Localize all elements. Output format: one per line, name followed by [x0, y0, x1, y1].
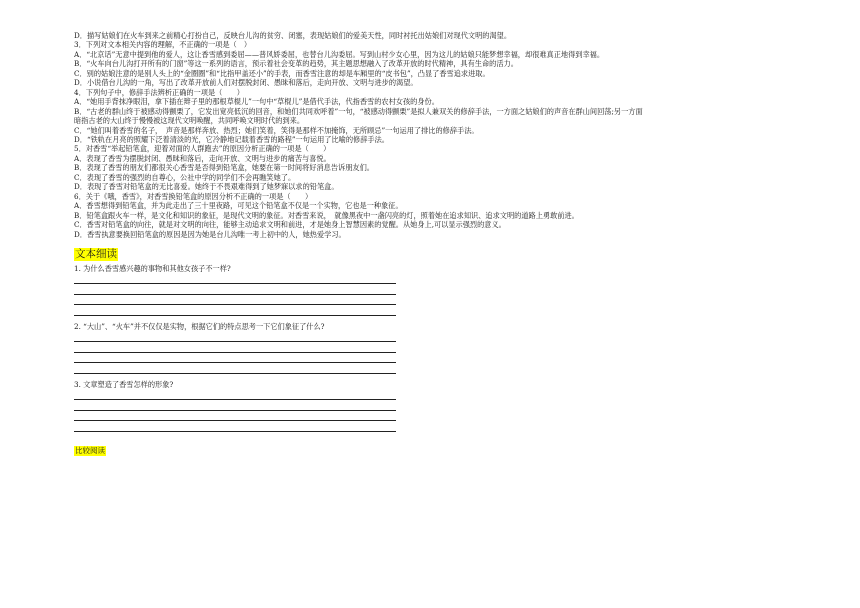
- answer-line[interactable]: [74, 399, 396, 400]
- answer-line[interactable]: [74, 373, 396, 374]
- text-line: A．香雪想得到铅笔盒，并为此走出了三十里夜路，可见这个铅笔盒不仅是一个实物，它也是一种象征。: [74, 201, 403, 211]
- text-line: D．香雪执意要换回铅笔盒的原因是因为她是台儿沟唯一考上初中的人，她热爱学习。: [74, 229, 346, 239]
- text-line: 4．下列句子中，修辞手法辨析正确的一项是（ ）: [74, 87, 244, 97]
- text-line: C．香雪对铅笔盒的向往，就是对文明的向往，能够主动追求文明和前进，才是她身上智慧因素的觉醒。从她身上,可以显示强烈的意义。: [74, 220, 506, 230]
- answer-line[interactable]: [74, 341, 396, 342]
- text-line: A．“北京话”无意中提到他的爱人，这让香雪感到委屈——普风娇委屈，也替台儿沟委屈。写到山村少女心里，因为这儿的姑娘只能梦想幸福，却很难真正地得到幸福。: [74, 49, 605, 59]
- answer-line[interactable]: [74, 362, 396, 363]
- answer-line[interactable]: [74, 431, 396, 432]
- text-line: B．铅笔盒跟火车一样，是文化和知识的象征，是现代文明的象征。对香雪来说， 就像黑夜中一盏闪亮的灯，照着她在追求知识、追求文明的道路上勇敢前进。: [74, 210, 579, 220]
- text-line: D．小说借台儿沟的一角，写出了改革开放前人们对摆脱封闭、愚昧和落后，走向开放、文明与进步的渴望。: [74, 78, 418, 88]
- text-line: B．“火车向台儿沟打开所有的门窗”等这一系列的语言，预示着社会变革的趋势，其主题思想融入了改革开放的时代精神，具有生命的活力。: [74, 59, 518, 69]
- question-2-text: 2. “大山”、“火车”并不仅仅是实物，根据它们的特点思考一下它们象征了什么?: [74, 321, 325, 331]
- text-line: C．“她们叫着香雪的名子， 声音是那样奔放、热烈；她们笑着，笑得是那样不加掩饰，无所顾忌”一句运用了排比的修辞手法。: [74, 125, 479, 135]
- text-line: A．表现了香雪为摆脱封闭、愚昧和落后，走向开放、文明与进步的痛苦与喜悦。: [74, 153, 331, 163]
- options-text-block: [74, 31, 790, 239]
- text-line: 暗指古老的大山终于慢慢被这现代文明唤醒，共同呼唤文明时代的到来。: [74, 116, 305, 126]
- text-line: A．“她用手背抹净眼泪，拿下插在辫子里的那根草棍儿”一句中“草棍儿”是借代手法，代指香雪的农村女孩的身份。: [74, 97, 439, 107]
- answer-line[interactable]: [74, 315, 396, 316]
- text-line: 3．下列对文本相关内容的理解，不正确的一项是（ ）: [74, 40, 252, 50]
- text-line: 5．对香雪“举起铅笔盒，迎着对面的人群跑去”的原因分析正确的一项是（ ）: [74, 144, 331, 154]
- text-line: B．表现了香雪的朋友们都很关心香雪是否得到铅笔盒，她要在第一时间将好消息告诉朋友们。: [74, 163, 374, 173]
- question-3: [74, 380, 790, 432]
- text-line: D．“铁轨在月亮的照耀下泛着清淡的光，它冷静地记载着香雪的路程”一句运用了比喻的修辞手法。: [74, 134, 389, 144]
- text-line: B．“古老的群山终于被感动得颤栗了，它发出宽亮低沉的回音，和她们共同欢呼着”一句，“被感动得颤栗”是拟人兼双关的修辞手法，一方面之姑娘们的声音在群山间回荡;另一方面: [74, 106, 643, 116]
- text-line: C．别的姑娘注意的是别人头上的“金圈圈”和“比指甲盖还小”的手表，而香雪注意的却是车厢里的“皮书包”，凸显了香雪追求进取。: [74, 68, 490, 78]
- answer-line[interactable]: [74, 410, 396, 411]
- question-1: [74, 264, 790, 316]
- document-content: [74, 31, 790, 457]
- answer-line[interactable]: [74, 304, 396, 305]
- text-line: D．描写姑娘们在火车到来之前精心打扮自己，反映台儿沟的贫穷、闭塞，表现姑娘们的爱美天性，同时衬托出姑娘们对现代文明的渴望。: [74, 31, 512, 40]
- text-line: C．表现了香雪的强烈的自尊心，公社中学的同学们不会再瞧笑她了。: [74, 172, 296, 182]
- section-title-comparative-reading: 比较阅读: [75, 445, 105, 455]
- question-1-text: 1. 为什么香雪感兴趣的事物和其他女孩子不一样?: [74, 263, 231, 273]
- question-2: [74, 322, 790, 374]
- section-title-close-reading: 文本细读: [75, 247, 117, 260]
- text-line: 6．关于《哦，香雪》，对香雪换铅笔盒的原因分析不正确的一项是（ ）: [74, 191, 313, 201]
- question-3-text: 3. 文章塑造了香雪怎样的形象?: [74, 379, 174, 389]
- answer-line[interactable]: [74, 294, 396, 295]
- answer-line[interactable]: [74, 352, 396, 353]
- answer-line[interactable]: [74, 420, 396, 421]
- answer-line[interactable]: [74, 283, 396, 284]
- text-line: D．表现了香雪对铅笔盒的无比喜爱。她终于不畏艰难得到了她梦寐以求的铅笔盒。: [74, 182, 339, 192]
